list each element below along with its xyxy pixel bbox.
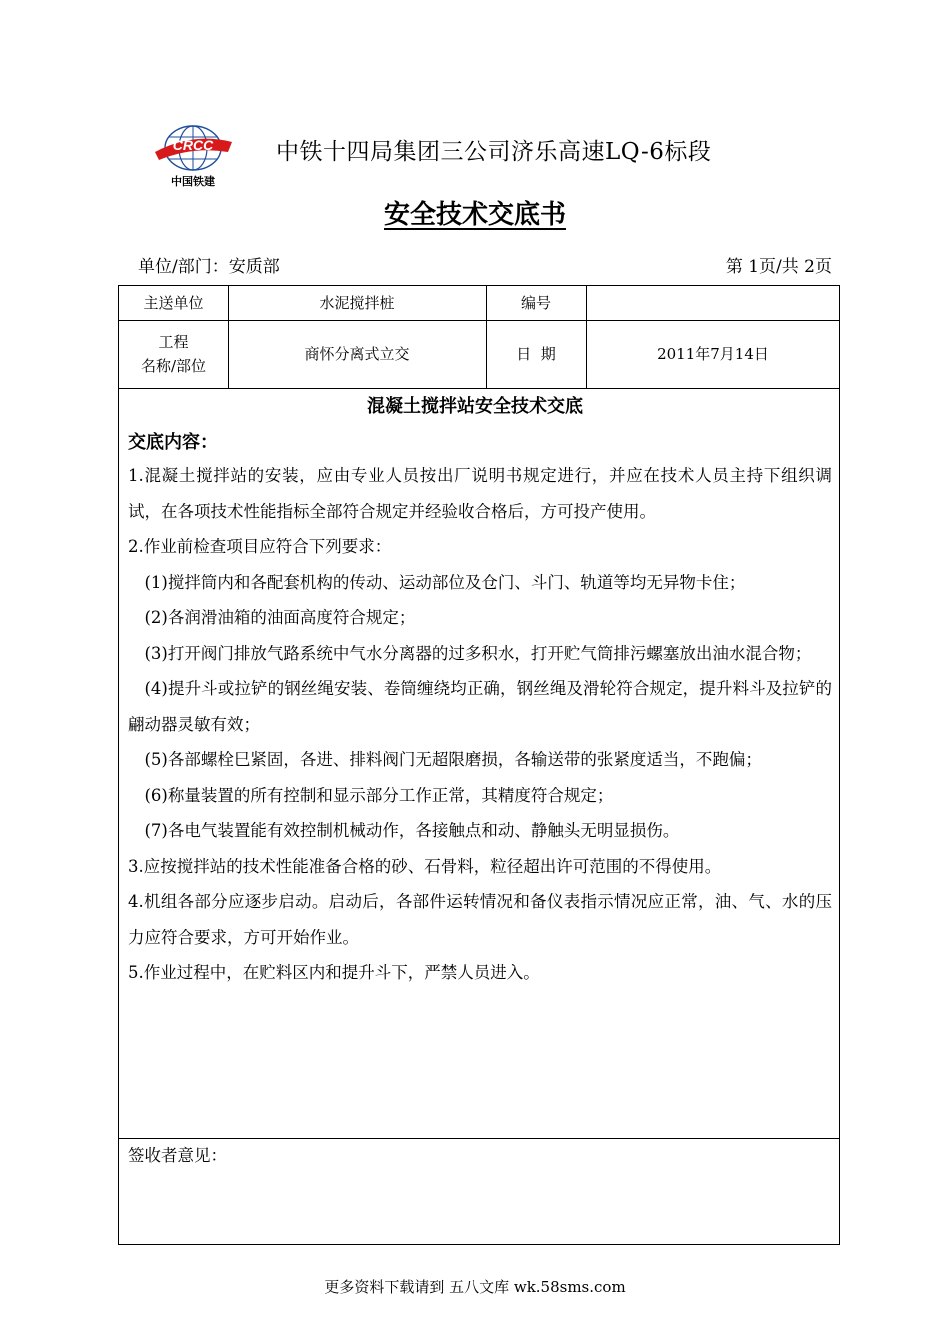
unit-department: 单位/部门：安质部: [138, 257, 280, 277]
list-item: (6)称量装置的所有控制和显示部分工作正常，其精度符合规定；: [144, 785, 614, 805]
main-unit-value: 水泥搅拌桩: [319, 294, 395, 312]
number-label: 编号: [520, 294, 551, 312]
date-label: 日 期: [516, 345, 556, 363]
divider: [119, 388, 839, 389]
project-label-line1: 工程: [158, 333, 189, 351]
document-title-text: 安全技术交底书: [383, 200, 566, 230]
list-item: (4)提升斗或拉铲的钢丝绳安装、卷筒缠绕均正确，钢丝绳及滑轮符合规定，提升料斗及拉铲的翩动器灵敏有效；: [128, 679, 832, 734]
list-item: 1.混凝土搅拌站的安装，应由专业人员按出厂说明书规定进行，并应在技术人员主持下组织调试，在各项技术性能指标全部符合规定并经验收合格后，方可投产使用。: [128, 466, 832, 521]
document-title: [0, 194, 950, 231]
page-indicator: 第 1页/共 2页: [725, 257, 832, 277]
project-value: 商怀分离式立交: [304, 345, 410, 363]
footer-text: 更多资料下载请到 五八文库 wk.58sms.com: [324, 1278, 626, 1296]
sign-label: 签收者意见：: [128, 1146, 227, 1165]
content-heading: 交底内容：: [128, 432, 218, 453]
project-label-line2: 名称/部位: [140, 357, 207, 375]
logo-subtext: 中国铁建: [171, 175, 215, 188]
number-value: [586, 286, 840, 320]
content-body: [128, 458, 832, 991]
list-item: (1)搅拌筒内和各配套机构的传动、运动部位及仓门、斗门、轨道等均无异物卡住；: [144, 572, 746, 592]
list-item: (5)各部螺栓巳紧固，各进、排料阀门无超限磨损，各输送带的张紧度适当，不跑偏；: [144, 750, 762, 769]
project-label: [119, 320, 228, 388]
company-name: 中铁十四局集团三公司济乐高速LQ-6标段: [276, 139, 712, 165]
list-item: 5.作业过程中，在贮料区内和提升斗下，严禁人员进入。: [128, 963, 540, 982]
list-item: (7)各电气装置能有效控制机械动作，各接触点和动、静触头无明显损伤。: [144, 821, 680, 840]
content-title: 混凝土搅拌站安全技术交底: [367, 396, 583, 417]
list-item: (3)打开阀门排放气路系统中气水分离器的过多积水，打开贮气筒排污螺塞放出油水混合物；: [144, 643, 812, 663]
list-item: 2.作业前检查项目应符合下列要求：: [128, 537, 392, 556]
list-item: (2)各润滑油箱的油面高度符合规定；: [144, 608, 416, 627]
list-item: 4.机组各部分应逐步启动。启动后，各部件运转情况和备仪表指示情况应正常，油、气、水的压力应符合要求，方可开始作业。: [128, 892, 832, 947]
date-value: 2011年7月14日: [657, 345, 769, 363]
main-unit-label: 主送单位: [143, 294, 204, 312]
list-item: 3.应按搅拌站的技术性能准备合格的砂、石骨料，粒径超出许可范围的不得使用。: [128, 856, 722, 876]
crcc-globe-icon: [150, 122, 236, 192]
company-logo: [150, 122, 236, 192]
divider: [119, 1138, 839, 1139]
logo-text: CRCC: [172, 137, 214, 153]
